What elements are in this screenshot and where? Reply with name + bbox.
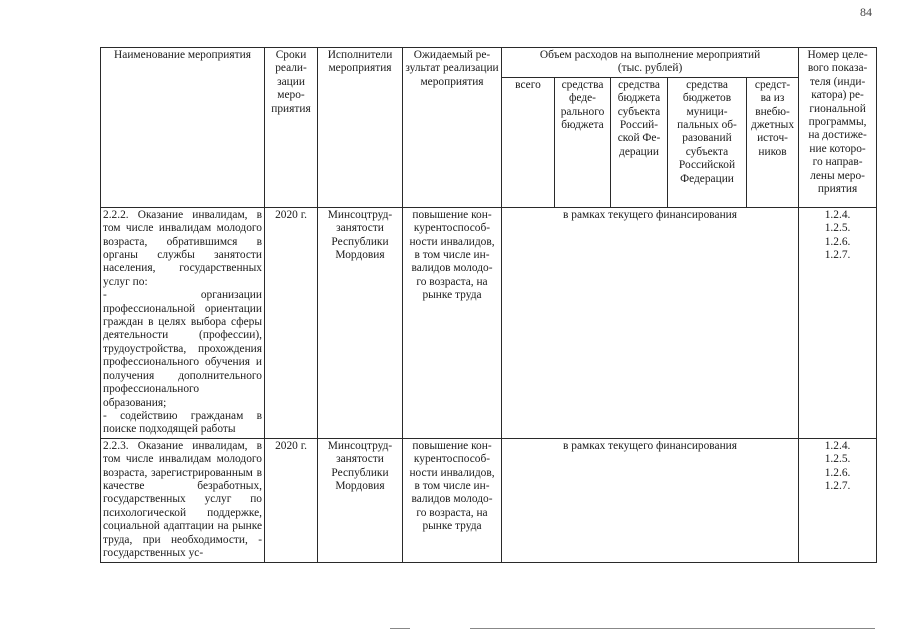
header-extra-budgetary: средст- ва из внебю- джетных источ- ников <box>747 77 799 207</box>
activity-executor: Минсоцтруд- занятости Республики Мордовия <box>318 207 403 438</box>
header-target: Номер целе- вого показа- теля (инди- катора) ре- гиональной программы, на достиже- ние которо- го направ- лены меро- приятия <box>799 48 877 208</box>
table-row <box>101 207 877 438</box>
header-municipal: средства бюджетов муници- пальных об- разований субъекта Российской Федерации <box>668 77 747 207</box>
activity-result: повышение кон- курентоспособ- ности инвалидов, в том числе ин- валидов молодо- го возраста, на рынке труда <box>403 438 502 562</box>
target-codes: 1.2.4. 1.2.5. 1.2.6. 1.2.7. <box>799 438 877 562</box>
activity-financing: в рамках текущего финансирования <box>502 438 799 562</box>
table-row <box>101 438 877 562</box>
activity-term: 2020 г. <box>265 207 318 438</box>
header-terms: Сроки реали- зации меро- приятия <box>265 48 318 208</box>
activities-table <box>100 47 877 563</box>
scan-artifact-line <box>390 628 410 629</box>
scan-artifact-line <box>470 628 875 629</box>
target-codes: 1.2.4. 1.2.5. 1.2.6. 1.2.7. <box>799 207 877 438</box>
header-result: Ожидаемый ре- зультат реализации мероприятия <box>403 48 502 208</box>
header-total: всего <box>502 77 555 207</box>
activity-term: 2020 г. <box>265 438 318 562</box>
activity-financing: в рамках текущего финансирования <box>502 207 799 438</box>
header-row <box>101 48 877 78</box>
activity-name: 2.2.3. Оказание инвалидам, в том числе инвалидам молодого возраста, зарегистрированным в качестве безработных, государственных услуг по психологической поддержке, социальной адаптации на рынке труда, при необходимости, - государственных ус- <box>101 438 265 562</box>
activity-executor: Минсоцтруд- занятости Республики Мордовия <box>318 438 403 562</box>
header-regional: средства бюджета субъекта Россий- ской Фе- дерации <box>611 77 668 207</box>
header-name: Наименование мероприятия <box>101 48 265 208</box>
header-expenses: Объем расходов на выполнение мероприятий (тыс. рублей) <box>502 48 799 78</box>
activity-result: повышение кон- курентоспособ- ности инвалидов, в том числе ин- валидов молодо- го возраста, на рынке труда <box>403 207 502 438</box>
page-number: 84 <box>860 5 872 19</box>
header-federal: средства феде- рального бюджета <box>555 77 611 207</box>
header-executors: Исполнители мероприятия <box>318 48 403 208</box>
activity-name: 2.2.2. Оказание инвалидам, в том числе инвалидам молодого возраста, обратившимся в органы службы занятости населения, государственных услуг по: - организации профессиональной ориентации граждан в целях выбора сферы деятельности (профессии), трудоустройства, прохождения профессионального обучения и получения дополнительного профессионального образования; - содействию гражданам в поиске подходящей работы <box>101 207 265 438</box>
